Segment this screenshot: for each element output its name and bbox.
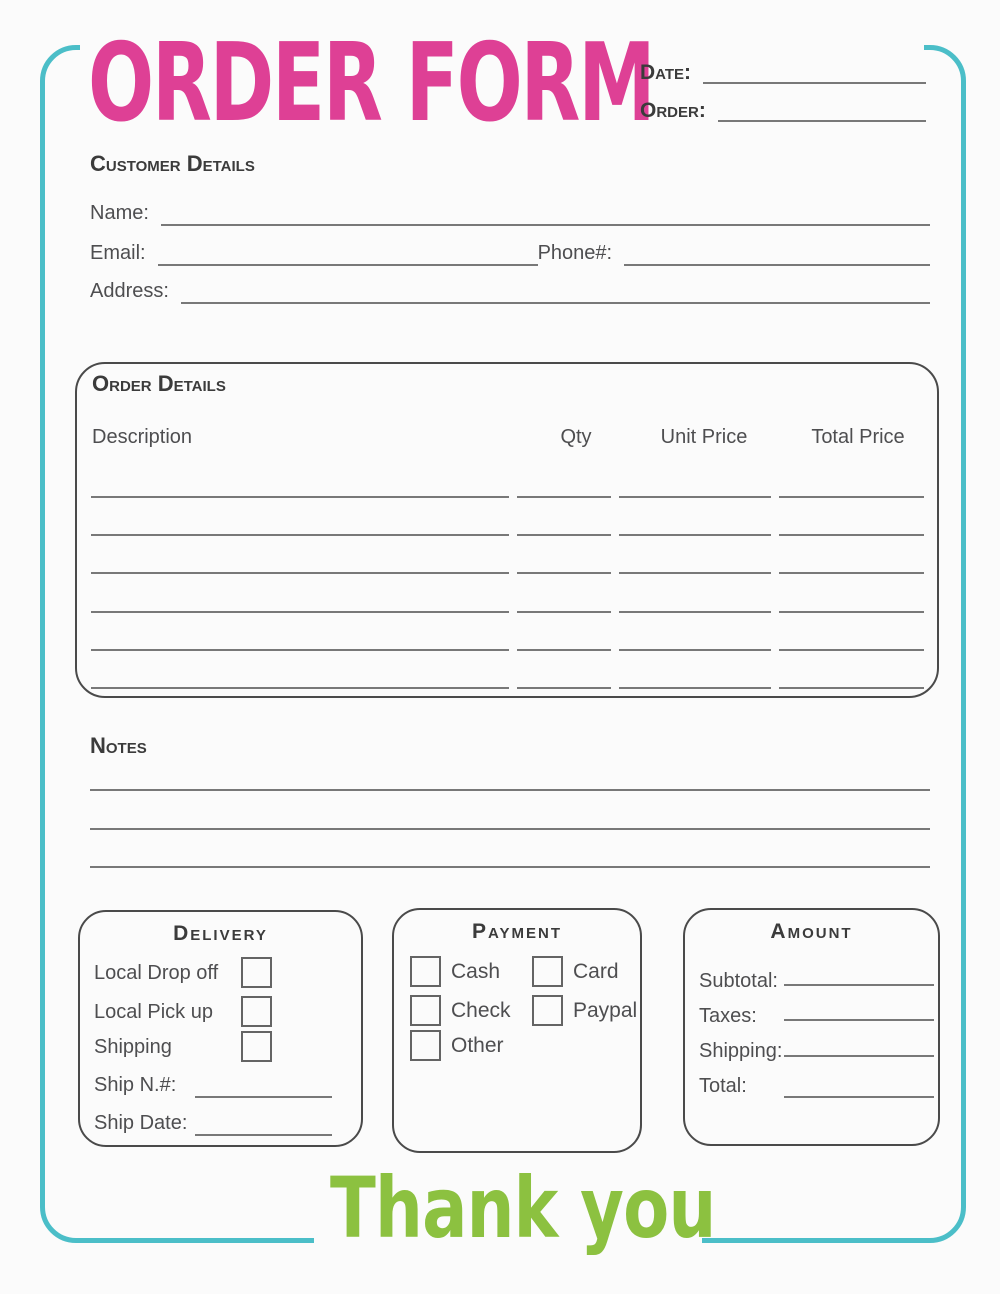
order-details-box: [75, 362, 939, 698]
row-qty-line[interactable]: [517, 534, 611, 536]
total-input-line[interactable]: [784, 1096, 934, 1098]
order-table-row: [77, 687, 937, 689]
paypal-checkbox[interactable]: [532, 995, 563, 1026]
row-unit-price-line[interactable]: [619, 496, 771, 498]
column-header-description: Description: [92, 426, 193, 448]
payment-heading: Payment: [472, 920, 562, 943]
order-number-input-line[interactable]: [718, 96, 926, 122]
delivery-heading: Delivery: [173, 922, 268, 945]
row-qty-line[interactable]: [517, 611, 611, 613]
order-table-row: [77, 572, 937, 574]
delivery-option-row: [94, 1031, 272, 1062]
column-header-qty: Qty: [560, 426, 592, 448]
cash-checkbox[interactable]: [410, 956, 441, 987]
amount-box: [683, 908, 940, 1146]
shipping-amount-label: Shipping:: [699, 1040, 783, 1062]
payment-option: [410, 995, 511, 1026]
ship-date-row: [94, 1110, 332, 1136]
row-unit-price-line[interactable]: [619, 649, 771, 651]
ship-number-input-line[interactable]: [195, 1072, 332, 1098]
paypal-label: Paypal: [573, 998, 638, 1022]
address-label: Address:: [90, 280, 169, 302]
delivery-option-row: [94, 996, 272, 1027]
card-label: Card: [573, 959, 619, 983]
total-label: Total:: [699, 1075, 747, 1097]
column-header-total-price: Total Price: [811, 426, 905, 448]
row-description-line[interactable]: [91, 611, 509, 613]
email-phone-field-row: [90, 240, 930, 266]
order-table-row: [77, 649, 937, 651]
ship-date-label: Ship Date:: [94, 1112, 188, 1134]
delivery-box: [78, 910, 363, 1147]
phone-label: Phone#:: [537, 242, 613, 264]
date-field-row: [640, 58, 926, 84]
order-table-row: [77, 611, 937, 613]
local-drop-off-label: Local Drop off: [94, 961, 219, 984]
row-qty-line[interactable]: [517, 496, 611, 498]
address-field-row: [90, 278, 930, 304]
date-input-line[interactable]: [703, 58, 926, 84]
row-description-line[interactable]: [91, 687, 509, 689]
row-description-line[interactable]: [91, 534, 509, 536]
name-label: Name:: [90, 202, 149, 224]
ship-date-input-line[interactable]: [195, 1110, 332, 1136]
amount-heading: Amount: [770, 920, 853, 943]
subtotal-label: Subtotal:: [699, 970, 778, 992]
row-total-price-line[interactable]: [779, 687, 924, 689]
row-unit-price-line[interactable]: [619, 534, 771, 536]
name-field-row: [90, 200, 930, 226]
date-label: Date:: [640, 60, 692, 84]
row-qty-line[interactable]: [517, 649, 611, 651]
payment-box: [392, 908, 642, 1153]
address-input-line[interactable]: [181, 278, 930, 304]
payment-option: [532, 956, 619, 987]
order-table-row: [77, 496, 937, 498]
row-description-line[interactable]: [91, 649, 509, 651]
order-table-row: [77, 534, 937, 536]
shipping-option-label: Shipping: [94, 1035, 172, 1058]
taxes-label: Taxes:: [699, 1005, 757, 1027]
customer-details-heading: Customer Details: [90, 151, 255, 176]
email-input-line[interactable]: [158, 240, 538, 266]
cash-label: Cash: [451, 959, 501, 983]
notes-heading: Notes: [90, 733, 147, 758]
row-total-price-line[interactable]: [779, 534, 924, 536]
notes-line[interactable]: [90, 828, 930, 830]
order-details-heading: Order Details: [92, 371, 226, 396]
other-checkbox[interactable]: [410, 1030, 441, 1061]
row-unit-price-line[interactable]: [619, 572, 771, 574]
payment-option: [410, 956, 500, 987]
check-label: Check: [451, 998, 511, 1022]
row-total-price-line[interactable]: [779, 496, 924, 498]
local-pick-up-checkbox[interactable]: [241, 996, 272, 1027]
local-drop-off-checkbox[interactable]: [241, 957, 272, 988]
other-label: Other: [451, 1033, 504, 1057]
row-unit-price-line[interactable]: [619, 611, 771, 613]
payment-option: [532, 995, 637, 1026]
ship-number-row: [94, 1072, 332, 1098]
row-description-line[interactable]: [91, 496, 509, 498]
row-total-price-line[interactable]: [779, 611, 924, 613]
row-qty-line[interactable]: [517, 572, 611, 574]
thank-you-text: Thank you: [330, 1159, 716, 1257]
phone-input-line[interactable]: [624, 240, 930, 266]
page-title: ORDER FORM: [88, 21, 654, 146]
row-description-line[interactable]: [91, 572, 509, 574]
ship-number-label: Ship N.#:: [94, 1074, 177, 1096]
order-number-label: Order:: [640, 98, 706, 122]
shipping-input-line[interactable]: [784, 1055, 934, 1057]
payment-option: [410, 1030, 504, 1061]
taxes-input-line[interactable]: [784, 1019, 934, 1021]
notes-line[interactable]: [90, 866, 930, 868]
subtotal-input-line[interactable]: [784, 984, 934, 986]
row-unit-price-line[interactable]: [619, 687, 771, 689]
order-number-field-row: [640, 96, 926, 122]
check-checkbox[interactable]: [410, 995, 441, 1026]
column-header-unit-price: Unit Price: [660, 426, 748, 448]
name-input-line[interactable]: [161, 200, 930, 226]
delivery-option-row: [94, 957, 272, 988]
local-pick-up-label: Local Pick up: [94, 1000, 213, 1023]
email-label: Email:: [90, 242, 146, 264]
notes-line[interactable]: [90, 789, 930, 791]
row-total-price-line[interactable]: [779, 572, 924, 574]
shipping-checkbox[interactable]: [241, 1031, 272, 1062]
card-checkbox[interactable]: [532, 956, 563, 987]
row-qty-line[interactable]: [517, 687, 611, 689]
row-total-price-line[interactable]: [779, 649, 924, 651]
